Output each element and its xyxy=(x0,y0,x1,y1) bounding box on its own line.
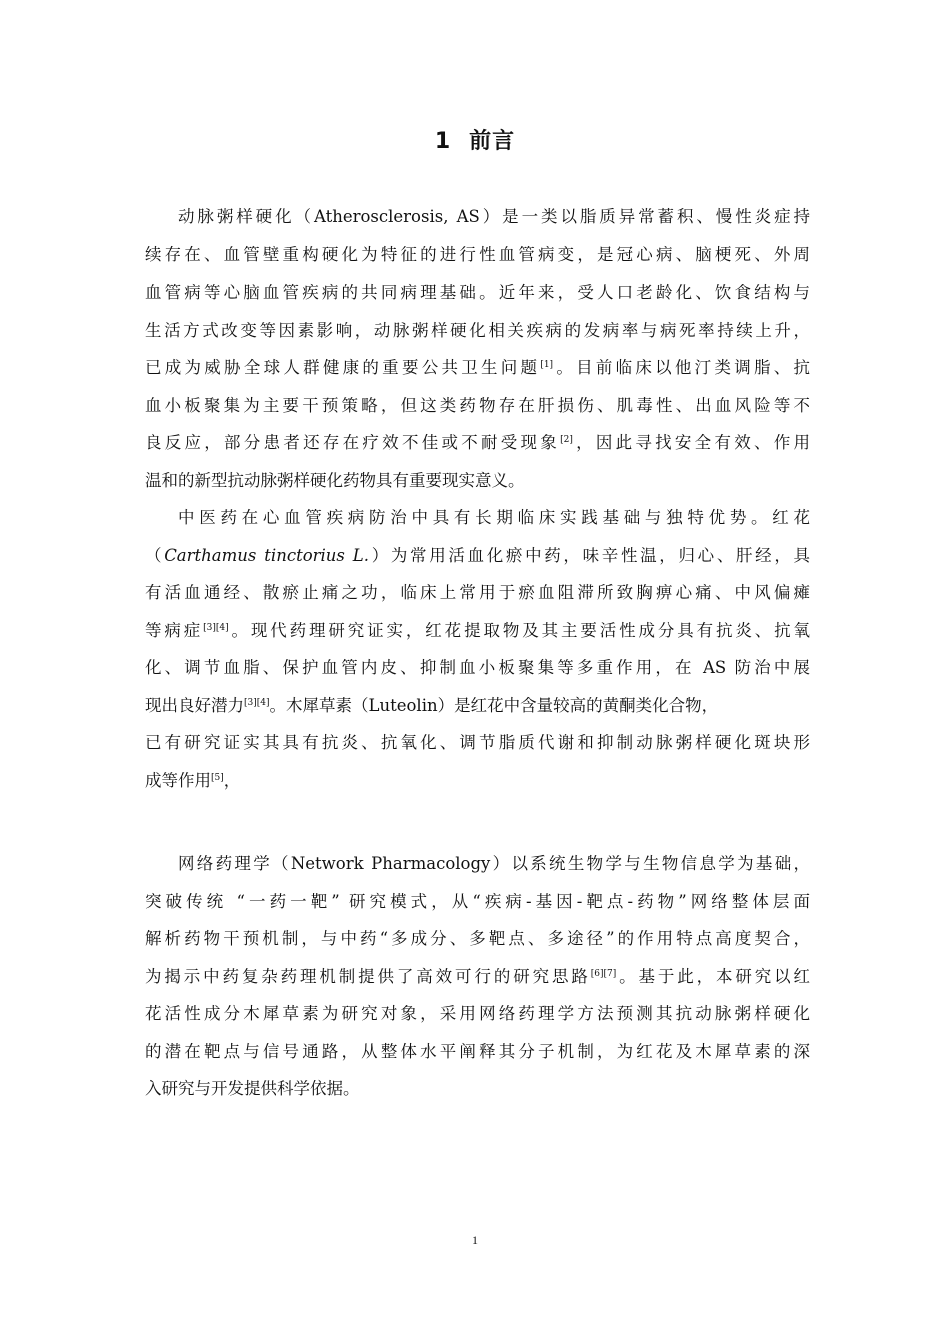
paragraph-2-line-5: 化、调节血脂、保护血管内皮、抑制血小板聚集等多重作用，在 AS 防治中展 xyxy=(145,658,810,677)
paragraph-text: ， xyxy=(223,771,241,790)
paragraph-text: 。基于此，本研究以红 xyxy=(616,967,811,986)
paragraph-text: 已成为威胁全球人群健康的重要公共卫生问题 xyxy=(145,358,541,377)
citation-ref: [3][4] xyxy=(203,623,229,633)
paragraph-1-line-1: 动脉粥样硬化（Atherosclerosis, AS）是一类以脂质异常蓄积、慢性炎症持 xyxy=(178,207,810,226)
paragraph-text: 等病症 xyxy=(145,621,204,640)
paragraph-3-line-7: 入研究与开发提供科学依据。 xyxy=(145,1079,360,1098)
paragraph-3-line-5: 花活性成分木犀草素为研究对象，采用网络药理学方法预测其抗动脉粥样硬化 xyxy=(145,1004,810,1023)
section-heading xyxy=(0,126,950,158)
paragraph-2-line-8 xyxy=(145,767,240,795)
paragraph-text: （ xyxy=(145,546,165,565)
paragraph-3-line-2: 突破传统 “一药一靶” 研究模式，从“疾病-基因-靶点-药物”网络整体层面 xyxy=(145,892,810,911)
citation-ref: [5] xyxy=(211,773,224,783)
paragraph-1-line-6: 血小板聚集为主要干预策略，但这类药物存在肝损伤、肌毒性、出血风险等不 xyxy=(145,396,810,415)
paragraph-1-line-2: 续存在、血管壁重构硬化为特征的进行性血管病变，是冠心病、脑梗死、外周 xyxy=(145,245,810,264)
section-title: 前言 xyxy=(469,129,516,154)
paragraph-1-line-3: 血管病等心脑血管疾病的共同病理基础。近年来，受人口老龄化、饮食结构与 xyxy=(145,283,810,302)
paragraph-text: 良反应，部分患者还存在疗效不佳或不耐受现象 xyxy=(145,433,561,452)
paragraph-3-line-4 xyxy=(145,963,810,991)
paragraph-text: 。木犀草素（Luteolin）是红花中含量较高的黄酮类化合物， xyxy=(269,696,719,715)
paragraph-1-line-5 xyxy=(145,354,810,382)
paragraph-text: ）为常用活血化瘀中药，味辛性温，归心、肝经，具 xyxy=(369,546,811,565)
paragraph-2-line-2 xyxy=(145,542,810,570)
paragraph-3-line-1: 网络药理学（Network Pharmacology）以系统生物学与生物信息学为基础， xyxy=(178,854,810,873)
paragraph-text: 。目前临床以他汀类调脂、抗 xyxy=(553,358,811,377)
paragraph-2-line-4 xyxy=(145,617,810,645)
paragraph-text: ，因此寻找安全有效、作用 xyxy=(572,433,811,452)
page-number: 1 xyxy=(472,1233,478,1247)
paragraph-1-line-7 xyxy=(145,429,810,457)
paragraph-2-line-3: 有活血通经、散瘀止痛之功，临床上常用于瘀血阻滞所致胸痹心痛、中风偏瘫 xyxy=(145,583,810,602)
paragraph-2-line-6 xyxy=(145,692,718,720)
paragraph-2-line-1: 中医药在心血管疾病防治中具有长期临床实践基础与独特优势。红花 xyxy=(178,508,810,527)
latin-species-name: Carthamus tinctorius L. xyxy=(164,546,370,565)
paragraph-2-line-7: 已有研究证实其具有抗炎、抗氧化、调节脂质代谢和抑制动脉粥样硬化斑块形 xyxy=(145,733,810,752)
paragraph-1-line-8: 温和的新型抗动脉粥样硬化药物具有重要现实意义。 xyxy=(145,471,525,490)
paragraph-3-line-3: 解析药物干预机制，与中药“多成分、多靶点、多途径”的作用特点高度契合， xyxy=(145,929,810,948)
citation-ref: [1] xyxy=(540,360,554,370)
paragraph-1-line-4: 生活方式改变等因素影响，动脉粥样硬化相关疾病的发病率与病死率持续上升， xyxy=(145,321,810,340)
paragraph-text: 为揭示中药复杂药理机制提供了高效可行的研究思路 xyxy=(145,967,591,986)
citation-ref: [6][7] xyxy=(590,969,617,979)
paragraph-text: 成等作用 xyxy=(145,771,211,790)
citation-ref: [3][4] xyxy=(244,698,270,708)
paragraph-text: 。现代药理研究证实，红花提取物及其主要活性成分具有抗炎、抗氧 xyxy=(228,621,811,640)
section-number: 1 xyxy=(434,129,452,154)
paragraph-text: 现出良好潜力 xyxy=(145,696,244,715)
paragraph-3-line-6: 的潜在靶点与信号通路，从整体水平阐释其分子机制，为红花及木犀草素的深 xyxy=(145,1042,810,1061)
citation-ref: [2] xyxy=(560,435,573,445)
